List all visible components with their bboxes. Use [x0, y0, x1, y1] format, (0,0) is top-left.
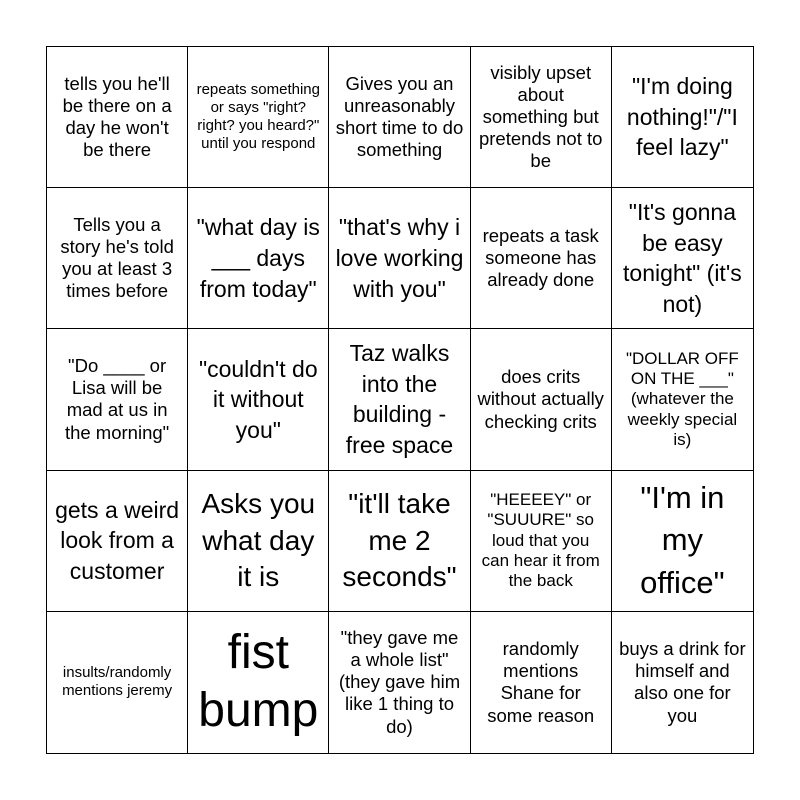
bingo-cell-16[interactable]: [47, 471, 188, 612]
bingo-cell-text: Gives you an unreasonably short time to do something: [335, 72, 464, 161]
bingo-cell-15[interactable]: [612, 329, 753, 470]
bingo-cell-10[interactable]: [612, 188, 753, 329]
bingo-cell-2[interactable]: [188, 47, 329, 188]
bingo-cell-18[interactable]: [329, 471, 470, 612]
bingo-cell-text: Tells you a story he's told you at least 3 times before: [60, 213, 174, 302]
bingo-cell-text: "DOLLAR OFF ON THE ___" (whatever the weekly special is): [626, 348, 739, 450]
bingo-cell-7[interactable]: [188, 188, 329, 329]
bingo-cell-22[interactable]: [188, 612, 329, 753]
bingo-cell-text: gets a weird look from a customer: [55, 496, 180, 584]
bingo-cell-text: Taz walks into the building - free space: [345, 340, 454, 459]
bingo-cell-text: does crits without actually checking crits: [477, 366, 604, 432]
bingo-cell-text: repeats something or says "right? right? you heard?" until you respond: [196, 81, 320, 153]
bingo-cell-11[interactable]: [47, 329, 188, 470]
bingo-cell-12[interactable]: [188, 329, 329, 470]
bingo-cell-19[interactable]: [471, 471, 612, 612]
bingo-cell-text: "that's why i love working with you": [335, 214, 464, 302]
bingo-cell-1[interactable]: [47, 47, 188, 188]
bingo-cell-text: "couldn't do it without you": [198, 355, 318, 443]
bingo-cell-14[interactable]: [471, 329, 612, 470]
bingo-cell-text: "Do ____ or Lisa will be mad at us in the morning": [64, 355, 170, 443]
bingo-cell-text: "I'm in my office": [640, 479, 725, 601]
bingo-cell-text: tells you he'll be there on a day he won't be there: [62, 72, 172, 161]
bingo-cell-5[interactable]: [612, 47, 753, 188]
bingo-cell-text: "I'm doing nothing!"/"I feel lazy": [626, 73, 738, 161]
bingo-cell-text: insults/randomly mentions jeremy: [62, 664, 173, 700]
bingo-cell-text: fist bump: [198, 625, 319, 738]
bingo-cell-text: Asks you what day it is: [201, 488, 316, 592]
bingo-cell-4[interactable]: [471, 47, 612, 188]
bingo-cell-text: "what day is ___ days from today": [196, 214, 320, 302]
bingo-board: [46, 46, 754, 754]
bingo-cell-24[interactable]: [471, 612, 612, 753]
bingo-cell-text: repeats a task someone has already done: [482, 225, 599, 291]
bingo-cell-text: "it'll take me 2 seconds": [342, 488, 457, 592]
bingo-cell-text: "It's gonna be easy tonight" (it's not): [623, 199, 742, 317]
bingo-cell-21[interactable]: [47, 612, 188, 753]
bingo-cell-text: visibly upset about something but pretends not to be: [478, 61, 603, 172]
bingo-cell-9[interactable]: [471, 188, 612, 329]
bingo-cell-13-free-space[interactable]: [329, 329, 470, 470]
bingo-cell-text: randomly mentions Shane for some reason: [487, 638, 595, 726]
bingo-cell-20[interactable]: [612, 471, 753, 612]
bingo-cell-text: "they gave me a whole list" (they gave him like 1 thing to do): [338, 626, 461, 737]
bingo-cell-23[interactable]: [329, 612, 470, 753]
bingo-cell-25[interactable]: [612, 612, 753, 753]
bingo-cell-text: buys a drink for himself and also one for you: [619, 638, 746, 726]
bingo-cell-8[interactable]: [329, 188, 470, 329]
bingo-cell-17[interactable]: [188, 471, 329, 612]
bingo-cell-3[interactable]: [329, 47, 470, 188]
bingo-cell-text: "HEEEEY" or "SUUURE" so loud that you can hear it from the back: [481, 489, 600, 591]
bingo-cell-6[interactable]: [47, 188, 188, 329]
